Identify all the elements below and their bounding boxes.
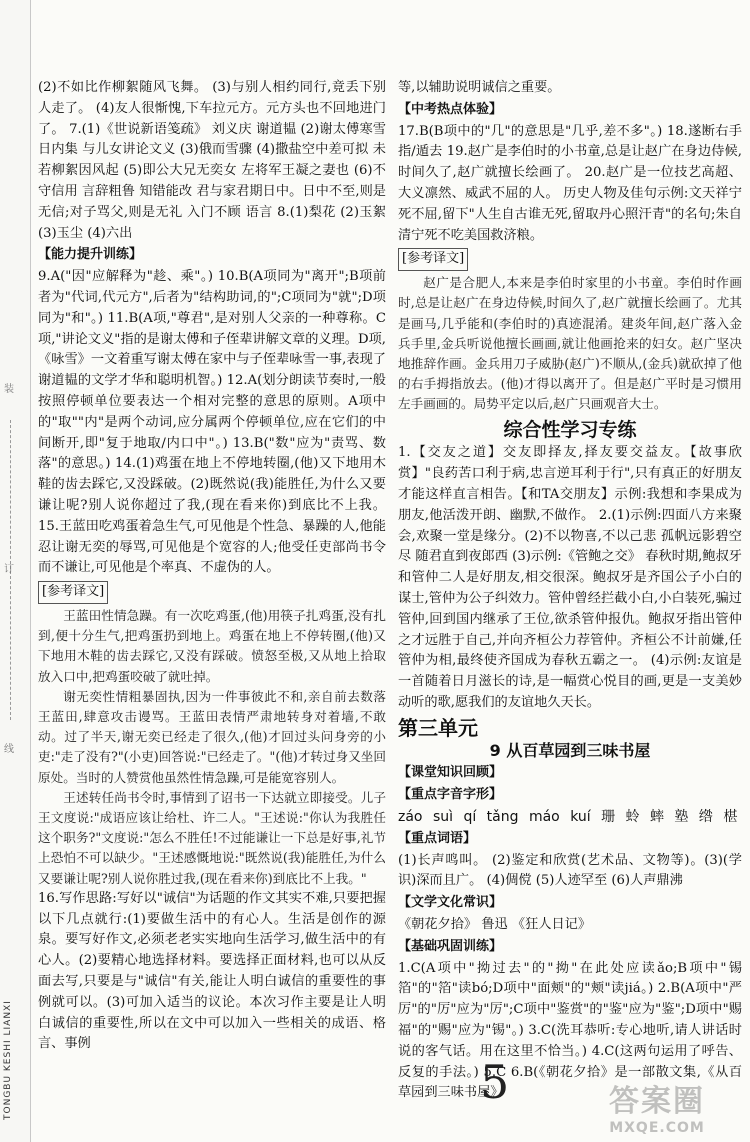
translation-paragraph: 王蓝田性情急躁。有一次吃鸡蛋,(他)用筷子扎鸡蛋,没有扎到,便十分生气,把鸡蛋扔到地上。鸡蛋在地上不停转圈,(他)又下地用木鞋的齿去踩它,又没有踩破。愤怒至极,又从地上拾取放入口中,把鸡蛋咬破了就吐掉。	[38, 607, 386, 684]
lesson-title: 9 从百草园到三味书屋	[489, 740, 651, 760]
watermark-title: 答案圈	[609, 1084, 705, 1119]
section-title: 综合性学习专练	[503, 418, 637, 441]
ability-training-header: 【能力提升训练】	[38, 247, 143, 263]
writing-guidance: 16.写作思路:写好以"诚信"为话题的作文其实不难,只要把握以下几点就行:(1)要做生活中的有心人。生活是创作的源泉。要写好作文,必须老老实实地向生活学习,做生活中的有心人。(2)要精心地选择材料。要选择正面材料,也可以从反面去写,只要是与"诚信"有关,能让人明白诚信的重要性的事例就可以。(3)可加入适当的议论。本次习作主要是让人明白诚信的重要性,所以在文中可以加入一些相关的成语、格言、事例	[38, 890, 386, 1052]
reference-translation-label: [参考译文]	[38, 581, 108, 604]
basic-training-header: 【基础巩固训练】	[398, 938, 503, 954]
exam-hotspot-header: 【中考热点体验】	[398, 101, 503, 117]
comprehensive-answers: 1.【交友之道】交友即择友,择友要交益友。【故事欣赏】"良药苦口利于病,忠言逆耳利于行",只有真正的好朋友才能这样直言相告。【和TA交朋友】示例:我想和李果成为朋友,他活泼开朗、幽默,不做作。 2.(1)示例:四面八方来聚会,欢聚一堂是缘分。(2)不以物喜,不以己悲 孤帆远影碧空尽 随君直到夜郎西 (3)示例:《管鲍之交》 春秋时期,鲍叔牙和管仲二人是好朋友,相交很深。鲍叔牙是齐国公子小白的谋士,管仲为公子纠效力。管仲曾经拦截小白,小白装死,骗过管仲,回到国内继承了王位,欲杀管仲报仇。鲍叔牙指出管仲之才远胜于自己,并向齐桓公力荐管仲。齐桓公不计前嫌,任管仲为相,最终使齐国成为春秋五霸之一。 (4)示例:友谊是一首随着日月滋长的诗,是一幅赏心悦目的画,更是一支美妙动听的歌,愿我们的友谊地久天长。	[398, 445, 742, 710]
reference-translation-label: [参考译文]	[398, 248, 468, 271]
literary-knowledge-answers: 《朝花夕拾》 鲁迅 《狂人日记》	[398, 916, 592, 932]
right-column	[398, 78, 742, 1108]
watermark-url: MXQE.COM	[609, 1120, 705, 1136]
binding-mark-ding: 订	[4, 564, 14, 575]
handwritten-page-mark: 5	[480, 1055, 510, 1109]
translation-paragraph: 谢无奕性情粗暴固执,因为一件事彼此不和,亲自前去数落王蓝田,肆意攻击谩骂。王蓝田表情严肃地转身对着墙,不敢动。过了半天,谢无奕已经走了很久,(他)才回过头问身旁的小吏:"走了没有?"(小吏)回答说:"已经走了。"(他)才转过身又坐回原处。当时的人赞赏他虽然性情急躁,可是能宽容别人。	[38, 688, 386, 785]
right-answers-2: 17.B(B项中的"几"的意思是"几乎,差不多"。) 18.遂断右手指/遁去 19.赵广是李伯时的小书童,总是让赵广在身边侍候,时间久了,赵广就擅长绘画了。 20.赵广是一位技艺高超、大义凛然、威武不屈的人。 历史人物及佳句示例:文天祥宁死不屈,留下"人生自古谁无死,留取丹心照汗青"的名句;朱自清宁死不吃美国救济粮。	[398, 123, 742, 243]
binding-margin	[0, 0, 31, 1142]
key-pronunciation-header: 【重点字音字形】	[398, 787, 503, 803]
left-answers-2: 9.A("因"应解释为"趁、乘"。) 10.B(A项同为"离开";B项前者为"代词,代元方",后者为"结构助词,的";C项同为"就";D项同为"和"。) 11.B(A项,"尊君",是对别人父亲的一种尊称。C项,"讲论文义"指的是谢太傅和子侄辈讲解文章的义理。D项,《咏雪》一文着重写谢太傅在家中与子侄辈咏雪一事,表现了谢道韫的文学才华和聪明机智。) 12.A(划分朗读节奏时,一般按照停顿单位要表达一个相对完整的意思的原则。A项中的"取""内"是两个动词,应分属两个停顿单位,应在它们的中间断开,即"复于地取/内口中"。) 13.B("数"应为"责骂、数落"的意思。) 14.(1)鸡蛋在地上不停地转圈,(他)又下地用木鞋的齿去踩它,又没踩破。(2)既然说(我)能胜任,为什么又要谦让呢?别人说你超过了我,(现在看来你)到底比不上我。 15.王蓝田吃鸡蛋着急生气,可见他是个性急、暴躁的人,他能忍让谢无奕的辱骂,可见他是个宽容的人;他受任吏部尚书令而不谦让,可见他是个率真、不虚伪的人。	[38, 269, 386, 576]
translation-paragraph: 王述转任尚书令时,事情到了诏书一下达就立即接受。儿子王文度说:"成语应该让给杜、许二人。"王述说:"你认为我胜任这个职务?"文度说:"怎么不胜任!不过能谦让一下总是好事,礼节上恐怕不可以缺少。"王述感慨地说:"既然说(我)能胜任,为什么又要谦让呢?别人说你胜过我,(现在看来你)到底比不上我。"	[38, 789, 386, 886]
left-answers-1: (2)不如比作柳絮随风飞舞。 (3)与别人相约同行,竟丢下别人走了。 (4)友人很惭愧,下车拉元方。元方头也不回地进门了。 7.(1)《世说新语笺疏》 刘义庆 谢道韫 (2)谢太傅寒雪日内集 与儿女讲论文义 (3)俄而雪骤 (4)撒盐空中差可拟 未若柳絮因风起 (5)即公大兄无奕女 左将军王凝之妻也 (6)不守信用 言辞粗鲁 知错能改 君与家君期日中。日中不至,则是无信;对子骂父,则是无礼 入门不顾 语言 8.(1)梨花 (2)玉絮 (3)玉尘 (4)六出	[38, 80, 386, 241]
left-column	[38, 78, 386, 1098]
translation-paragraph: 赵广是合肥人,本来是李伯时家里的小书童。李伯时作画时,总是让赵广在身边侍候,时间久了,赵广就擅长绘画了。尤其是画马,几乎能和(李伯时的)真迹混淆。建炎年间,赵广落入金兵手里,金兵听说他擅长画画,就让他画抢来的妇女。赵广坚决地推辞作画。金兵用刀子威胁(赵广)不顺从,(金兵)就砍掉了他的右手拇指放去。(他)才得以离开了。但是赵广平时是习惯用左手画画的。局势平定以后,赵广只画观音大士。	[398, 275, 742, 412]
unit-title: 第三单元	[398, 715, 478, 740]
basic-training-answers: 1.C(A项中"拗过去"的"拗"在此处应读ǎo;B项中"锡箔"的"箔"读bó;D项中"面颊"的"颊"读jiá。) 2.B(A项中"严厉"的"厉"应为"厉";C项中"鉴赏"的"鉴"应为"鉴";D项中"赐福"的"赐"应为"锡"。) 3.C(洗耳恭听:专心地听,请人讲话时说的客气话。用在这里不恰当。) 4.C(这两句运用了呼告、反复的手法。) 5.C 6.B(《朝花夕拾》是一部散文集,《从百草园到三味书屋》	[398, 960, 742, 1101]
classroom-review-header: 【课堂知识回顾】	[398, 765, 503, 781]
binding-mark-zhuang: 装	[4, 384, 14, 395]
key-words-answers: (1)长声鸣叫。 (2)鉴定和欣赏(艺术品、文物等)。(3)(学识)深而且广。 (4)倜傥 (5)人迹罕至 (6)人声鼎沸	[398, 852, 742, 889]
right-answers-1: 等,以辅助说明诚信之重要。	[398, 80, 561, 95]
literary-knowledge-header: 【文学文化常识】	[398, 895, 503, 911]
key-words-header: 【重点词语】	[398, 830, 477, 846]
spine-text: TONGBU KESHI LIANXI	[3, 1000, 13, 1120]
watermark-logo	[572, 1076, 742, 1136]
pinyin-answers: záo suì qí tǎng máo kuí 珊 蛉 蟀 塾 绺 椹	[398, 808, 738, 825]
binding-mark-xian: 线	[4, 744, 14, 755]
